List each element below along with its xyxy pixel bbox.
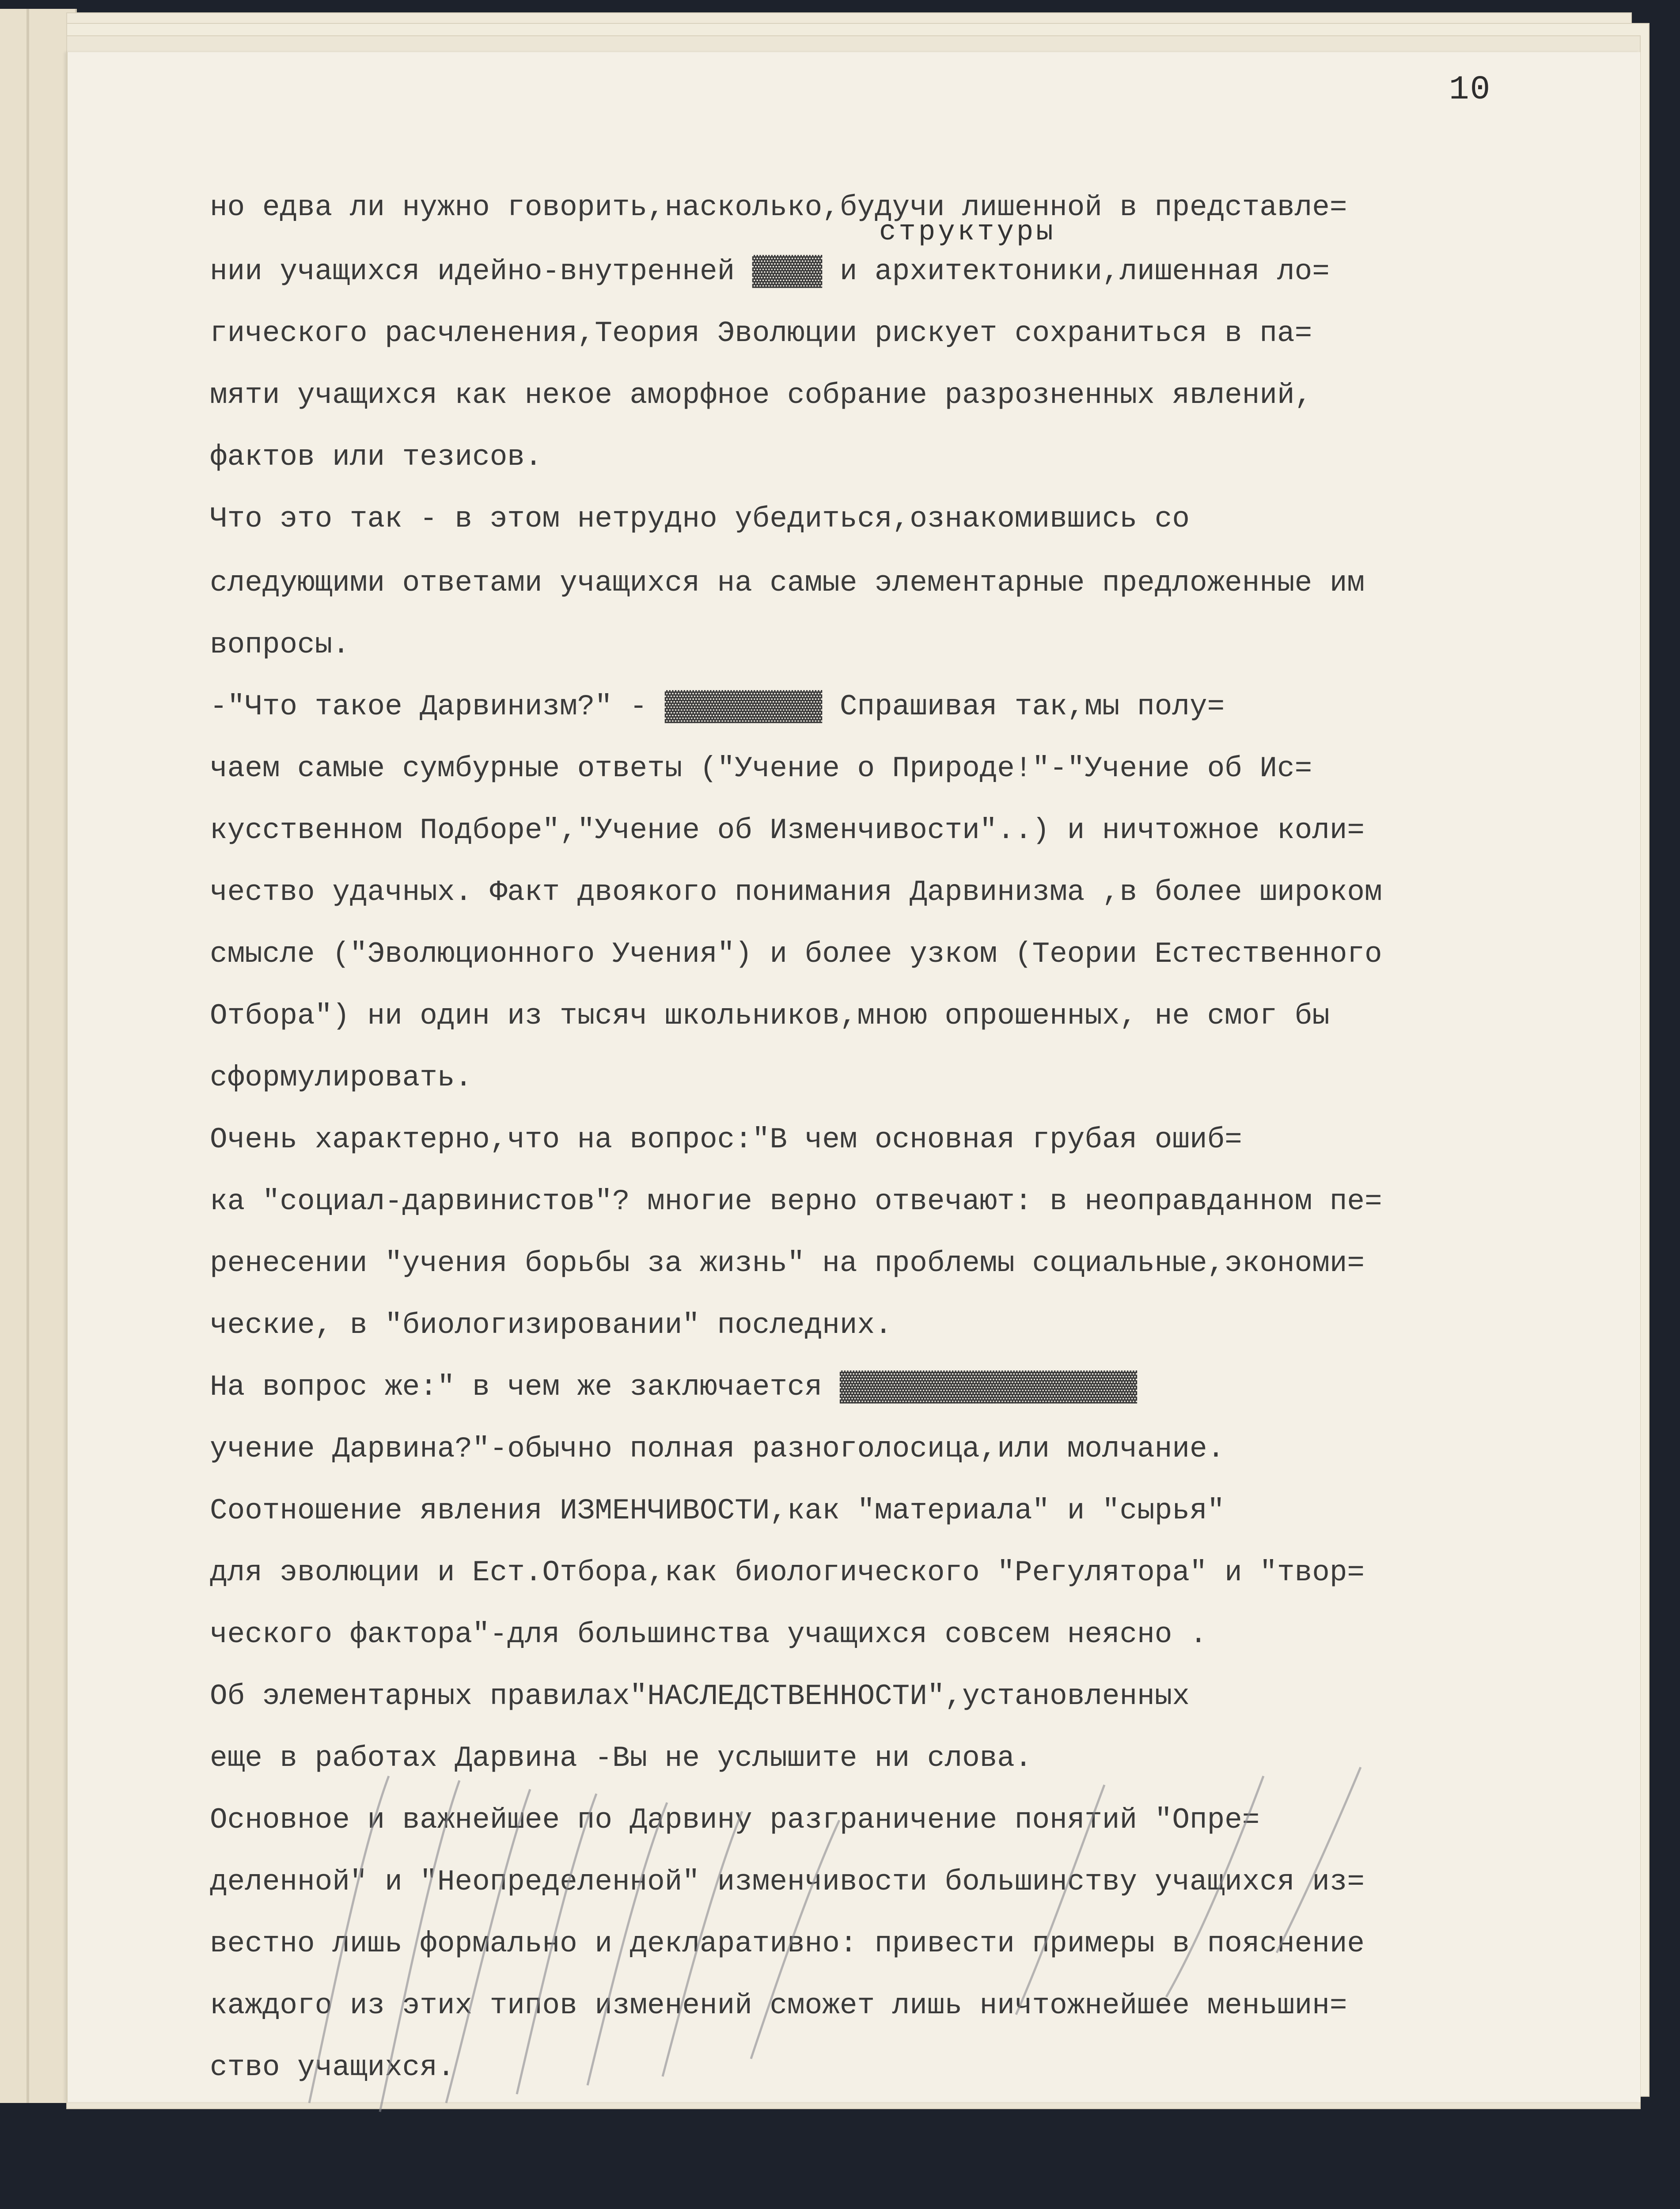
text-line: еще в работах Дарвина -Вы не услышите ни слова. — [210, 1742, 1032, 1775]
pencil-stroke — [1277, 1767, 1361, 1953]
text-line: фактов или тезисов. — [210, 440, 542, 474]
text-line: смысле ("Эволюционного Учения") и более узком (Теории Естественного — [210, 937, 1382, 971]
page-number: 10 — [1449, 71, 1491, 109]
text-line: На вопрос же:" в чем же заключается ▓▓▓▓▓▓▓▓▓▓▓▓▓▓▓▓▓ — [210, 1370, 1138, 1404]
text-line: -"Что такое Дарвинизм?" - ▓▓▓▓▓▓▓▓▓ Спрашивая так,мы полу= — [210, 690, 1225, 723]
text-line: но едва ли нужно говорить,насколько,будучи лишенной в представле= — [210, 191, 1347, 224]
text-line: Основное и важнейшее по Дарвину разграничение понятий "Опре= — [210, 1803, 1260, 1837]
text-line: мяти учащихся как некое аморфное собрание разрозненных явлений, — [210, 379, 1312, 412]
text-line: учение Дарвина?"-обычно полная разноголосица,или молчание. — [210, 1432, 1225, 1465]
pencil-stroke — [517, 1794, 596, 2094]
text-line: чаем самые сумбурные ответы ("Учение о Природе!"-"Учение об Ис= — [210, 752, 1312, 785]
text-line: ка "социал-дарвинистов"? многие верно отвечают: в неоправданном пе= — [210, 1185, 1382, 1218]
text-line: каждого из этих типов изменений сможет лишь ничтожнейшее меньшин= — [210, 1989, 1347, 2022]
pencil-stroke — [309, 1776, 389, 2103]
text-line: вопросы. — [210, 628, 350, 661]
text-line: Отбора") ни один из тысяч школьников,мною опрошенных, не смог бы — [210, 999, 1330, 1032]
text-line: ческие, в "биологизировании" последних. — [210, 1309, 892, 1342]
text-line: деленной" и "Неопределенной" изменчивости большинству учащихся из= — [210, 1865, 1365, 1898]
text-line: ство учащихся. — [210, 2051, 455, 2084]
pencil-stroke — [1016, 1785, 1104, 2015]
text-line: кусственном Подборе","Учение об Изменчивости"..) и ничтожное коли= — [210, 814, 1365, 847]
text-line: Об элементарных правилах"НАСЛЕДСТВЕННОСТИ",установленных — [210, 1680, 1190, 1713]
pencil-stroke — [380, 1780, 459, 2112]
text-line: нии учащихся идейно-внутренней ▓▓▓▓ и архитектоники,лишенная ло= — [210, 255, 1330, 288]
pencil-stroke — [1166, 1776, 1263, 1997]
pencil-stroke — [751, 1820, 839, 2059]
text-line: следующими ответами учащихся на самые элементарные предложенные им — [210, 566, 1365, 600]
text-line: ческого фактора"-для большинства учащихся совсем неясно . — [210, 1618, 1207, 1651]
text-line: Соотношение явления ИЗМЕНЧИВОСТИ,как "материала" и "сырья" — [210, 1494, 1225, 1527]
text-line: Очень характерно,что на вопрос:"В чем основная грубая ошиб= — [210, 1123, 1242, 1156]
text-line: гического расчленения,Теория Эволюции рискует сохраниться в па= — [210, 317, 1312, 350]
pencil-stroke — [588, 1803, 667, 2085]
text-line: чество удачных. Факт двоякого понимания Дарвинизма ,в более широком — [210, 876, 1382, 909]
text-line: вестно лишь формально и декларативно: привести примеры в пояснение — [210, 1927, 1365, 1960]
text-line: ренесении "учения борьбы за жизнь" на проблемы социальные,экономи= — [210, 1247, 1365, 1280]
text-line: Что это так - в этом нетрудно убедиться,ознакомившись со — [210, 502, 1190, 535]
text-line: сформулировать. — [210, 1061, 473, 1094]
pencil-stroke — [663, 1811, 742, 2076]
pencil-stroke — [446, 1789, 530, 2103]
text-line: для эволюции и Ест.Отбора,как биологического "Регулятора" и "твор= — [210, 1556, 1365, 1589]
interlinear-correction: структуры — [879, 216, 1056, 248]
